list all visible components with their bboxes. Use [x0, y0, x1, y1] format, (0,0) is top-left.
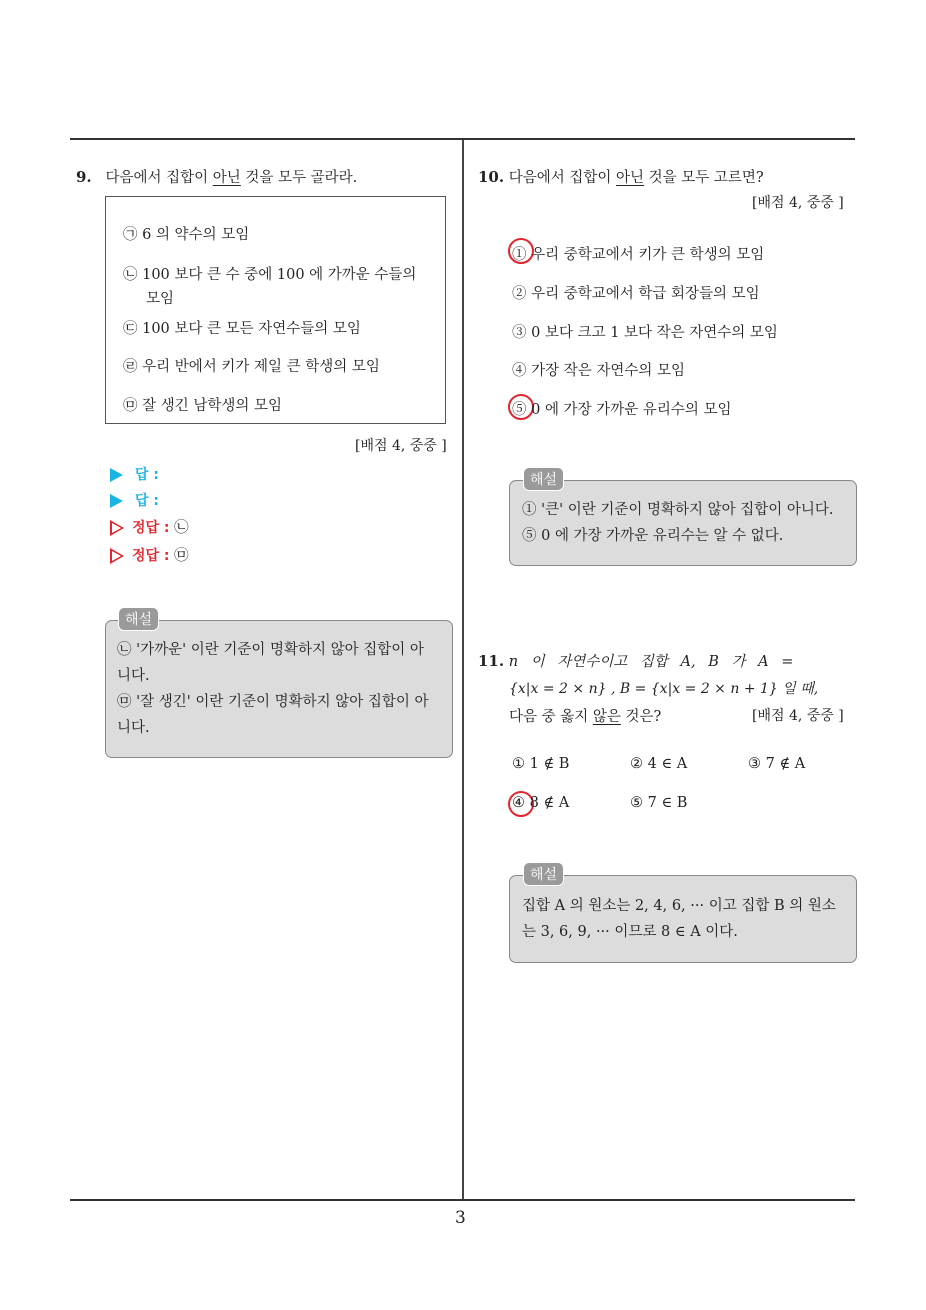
option-2: ② 우리 중학교에서 학급 회장들의 모임	[512, 286, 760, 302]
answer-line-1	[110, 464, 159, 484]
answer-label: 답 :	[135, 467, 159, 483]
solution-line: ㉡ '가까운' 이란 기준이 명확하지 않아 집합이 아	[117, 642, 424, 658]
stem-underlined: 않은	[592, 709, 621, 725]
solution-line: 는 3, 6, 9, ··· 이므로 8 ∈ A 이다.	[522, 924, 738, 940]
solution-tag: 해설	[523, 862, 564, 886]
option-5: ⑤ 0 에 가장 가까운 유리수의 모임	[512, 402, 732, 418]
triangle-outline-icon	[110, 520, 124, 536]
solution-line: ① '큰' 이란 기준이 명확하지 않아 집합이 아니다.	[522, 502, 834, 518]
score-label: [배점 4, 중중 ]	[355, 438, 447, 454]
item-d: ㉣ 우리 반에서 키가 제일 큰 학생의 모임	[123, 359, 380, 375]
bottom-rule	[70, 1199, 855, 1201]
correct-value: ㉤	[174, 548, 189, 564]
option-4: ④ 가장 작은 자연수의 모임	[512, 363, 686, 379]
correct-line-2	[110, 544, 189, 565]
question-10-stem	[478, 166, 764, 187]
stem-line-2: {x|x = 2 × n} , B = {x|x = 2 × n + 1} 일 때,	[509, 681, 819, 697]
question-number: 10.	[478, 168, 505, 186]
question-number: 11.	[478, 652, 505, 670]
solution-text-10	[522, 497, 833, 549]
item-b: ㉡ 100 보다 큰 수 중에 100 에 가까운 수들의	[123, 267, 417, 283]
answer-line-2	[110, 490, 159, 510]
correct-line-1	[110, 516, 189, 537]
option-3: ③ 7 ∉ A	[748, 756, 806, 772]
answer-label: 답 :	[135, 493, 159, 509]
triangle-icon	[110, 494, 123, 508]
solution-text-11	[522, 893, 836, 945]
question-number: 9.	[76, 168, 92, 186]
question-11-stem	[478, 650, 793, 671]
stem-underlined: 아닌	[616, 170, 645, 186]
score-label: [배점 4, 중중 ]	[752, 708, 844, 724]
solution-tag: 해설	[118, 607, 159, 631]
item-a: ㉠ 6 의 약수의 모임	[123, 227, 250, 243]
correct-value: ㉡	[174, 520, 189, 536]
correct-label: 정답 :	[132, 548, 170, 564]
stem-text-end: 것은?	[620, 709, 662, 725]
item-e: ㉤ 잘 생긴 남학생의 모임	[123, 398, 282, 414]
stem-line-1: n 이 자연수이고 집합 A, B 가 A =	[508, 654, 794, 670]
item-b-cont: 모임	[146, 291, 175, 307]
score-label: [배점 4, 중중 ]	[752, 195, 844, 211]
option-3: ③ 0 보다 크고 1 보다 작은 자연수의 모임	[512, 325, 778, 341]
stem-line-3	[509, 705, 661, 726]
stem-text: 다음에서 집합이	[508, 170, 616, 186]
question-9-stem	[76, 166, 357, 187]
stem-underlined: 아닌	[212, 170, 241, 186]
solution-line: 니다.	[117, 668, 150, 684]
solution-line: 니다.	[117, 720, 150, 736]
option-2: ② 4 ∈ A	[630, 756, 688, 772]
stem-text: 다음 중 옳지	[509, 709, 593, 725]
page-number: 3	[455, 1208, 466, 1228]
item-c: ㉢ 100 보다 큰 모든 자연수들의 모임	[123, 321, 361, 337]
solution-line: ㉤ '잘 생긴' 이란 기준이 명확하지 않아 집합이 아	[117, 694, 429, 710]
stem-text-end: 것을 모두 골라라.	[240, 170, 358, 186]
option-1: ① 1 ∉ B	[512, 756, 570, 772]
solution-text-9	[117, 637, 428, 741]
solution-line: ⑤ 0 에 가장 가까운 유리수는 알 수 없다.	[522, 528, 784, 544]
option-4: ④ 8 ∉ A	[512, 795, 570, 811]
option-5: ⑤ 7 ∈ B	[630, 795, 688, 811]
correct-label: 정답 :	[132, 520, 170, 536]
column-divider	[462, 140, 464, 1201]
option-1: ① 우리 중학교에서 키가 큰 학생의 모임	[512, 247, 765, 263]
stem-text: 다음에서 집합이	[105, 170, 213, 186]
triangle-outline-icon	[110, 548, 124, 564]
solution-tag: 해설	[523, 467, 564, 491]
triangle-icon	[110, 468, 123, 482]
solution-line: 집합 A 의 원소는 2, 4, 6, ··· 이고 집합 B 의 원소	[522, 898, 836, 914]
stem-text-end: 것을 모두 고르면?	[644, 170, 764, 186]
